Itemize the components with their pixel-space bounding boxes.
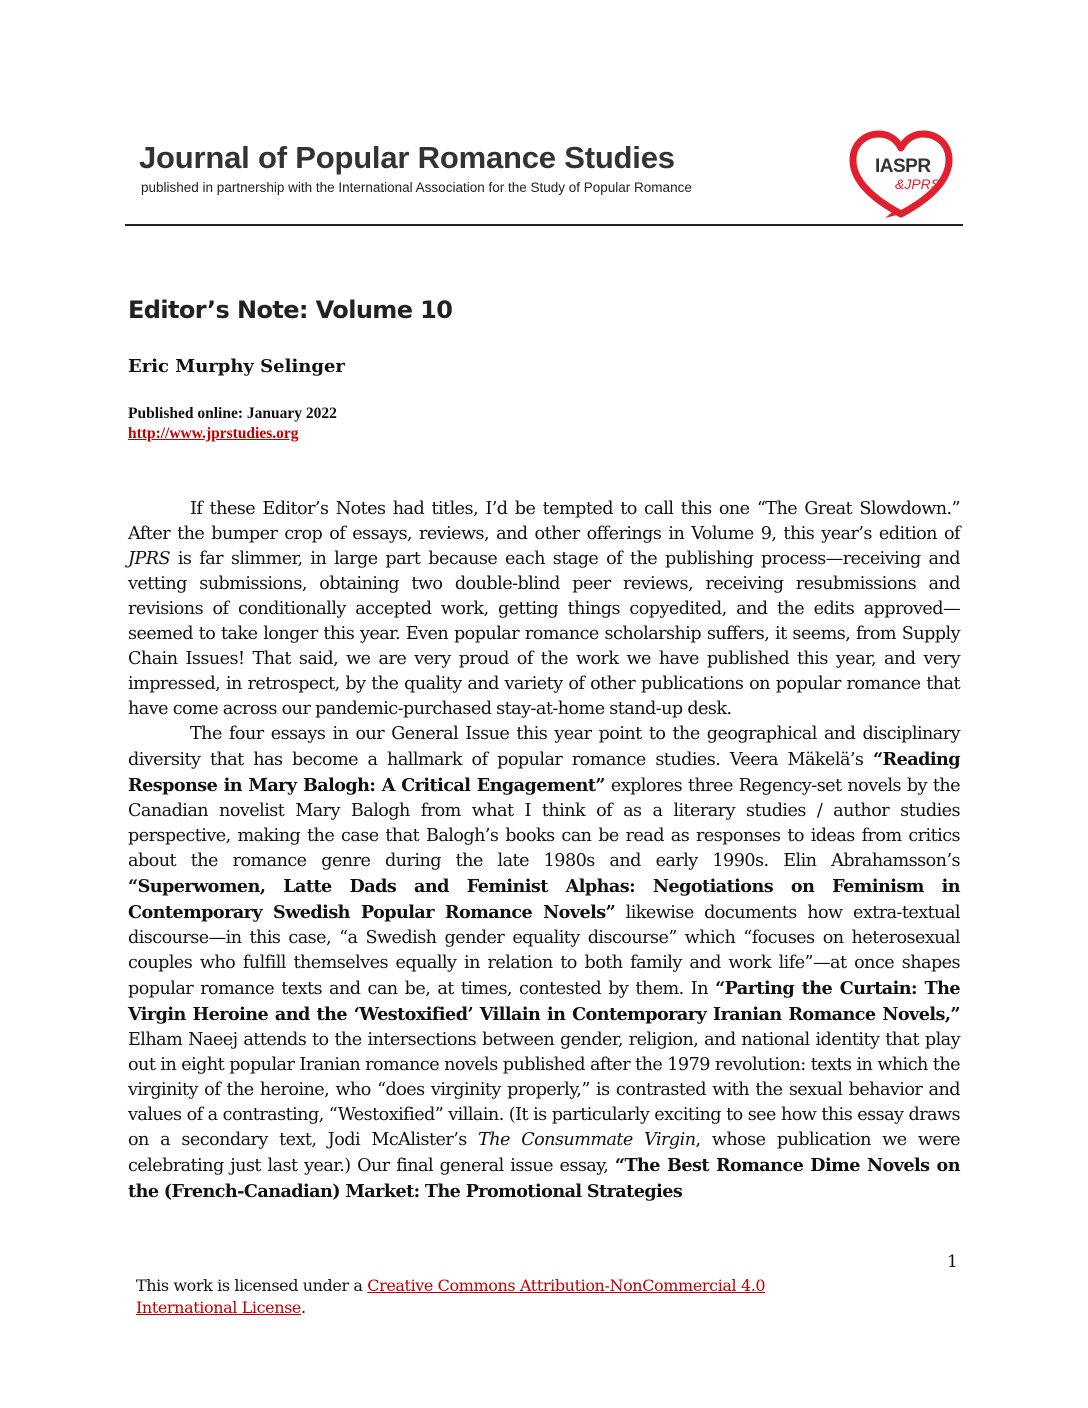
footer-text: . xyxy=(301,1298,306,1317)
article-title: Editor’s Note: Volume 10 xyxy=(128,296,453,324)
journal-subtitle: published in partnership with the International Association for the Study of Popular Romance xyxy=(141,180,692,195)
text-run: If these Editor’s Notes had titles, I’d be tempted to call this one “The Great Slowdown.” After the bumper crop of essays, reviews, and other offerings in Volume 9, this year’s edition of xyxy=(128,499,960,544)
essay-title: “Parting the Curtain: The Virgin Heroine and the ‘Westoxified’ Villain in Contemporary Iranian Romance Novels,” xyxy=(128,978,960,1025)
journal-title: Journal of Popular Romance Studies xyxy=(139,140,675,175)
logo-text-jprs: &JPRS xyxy=(895,176,941,192)
text-run: Elham Naeej attends to the intersections between gender, religion, and national identity that play out in eight popular Iranian romance novels published after the 1979 revolution: texts in which the virginity of the heroine, who “does virginity properly,” is contrasted with the sexual behavior and values of a contrasting, “Westoxified” villain. (It is particularly exciting to see how this essay draws on a secondary text, Jodi McAlister’s xyxy=(128,1030,960,1150)
journal-website-link[interactable]: http://www.jprstudies.org xyxy=(128,425,299,442)
essay-title: “Superwomen, Latte Dads and Feminist Alphas: Negotiations on Feminism in Contemporary Swedish Popular Romance Novels” xyxy=(128,876,960,923)
paragraph-2 xyxy=(128,722,960,1205)
license-link[interactable]: Creative Commons Attribution-NonCommercial 4.0 International License xyxy=(136,1276,766,1317)
header-divider xyxy=(125,224,963,226)
footer-text: This work is licensed under a xyxy=(136,1276,368,1295)
text-run: likewise documents how extra-textual discourse—in this case, “a Swedish gender equality discourse” which “focuses on heterosexual couples who fulfill themselves equally in relation to both family and work life”—at once shapes popular romance texts and can be, at times, contested by them. In xyxy=(128,903,960,999)
essay-title: “The Best Romance Dime Novels on the (French-Canadian) Market: The Promotional Strategies xyxy=(128,1155,960,1202)
page-number: 1 xyxy=(947,1252,958,1272)
paragraph-1 xyxy=(128,497,960,722)
publication-date: Published online: January 2022 xyxy=(128,405,337,422)
iaspr-logo xyxy=(845,130,957,218)
journal-abbrev: JPRS xyxy=(128,549,170,569)
journal-header xyxy=(125,128,963,228)
author-name: Eric Murphy Selinger xyxy=(128,356,345,377)
logo-text-iaspr: IASPR xyxy=(875,156,931,177)
text-run: , whose publication we were celebrating just last year.) Our final general issue essay, xyxy=(128,1130,960,1176)
book-title: The Consummate Virgin xyxy=(478,1130,696,1150)
essay-title: “Reading Response in Mary Balogh: A Critical Engagement” xyxy=(128,749,960,796)
text-run: is far slimmer, in large part because each stage of the publishing process—receiving and vetting submissions, obtaining two double-blind peer reviews, receiving resubmissions and revisions of conditionally accepted work, getting things copyedited, and the edits approved—seemed to take longer this year. Even popular romance scholarship suffers, it seems, from Supply Chain Issues! That said, we are very proud of the work we have published this year, and very impressed, in retrospect, by the quality and variety of other publications on popular romance that have come across our pandemic-purchased stay-at-home stand-up desk. xyxy=(128,549,960,719)
text-run: explores three Regency-set novels by the Canadian novelist Mary Balogh from what I think of as a literary studies / author studies perspective, making the case that Balogh’s books can be read as responses to ideas from critics about the romance genre during the late 1980s and early 1990s. Elin Abrahamsson’s xyxy=(128,776,960,871)
license-footer xyxy=(136,1275,856,1319)
text-run: The four essays in our General Issue this year point to the geographical and disciplinary diversity that has become a hallmark of popular romance studies. Veera Mäkelä’s xyxy=(128,724,960,770)
article-body xyxy=(128,497,960,1205)
